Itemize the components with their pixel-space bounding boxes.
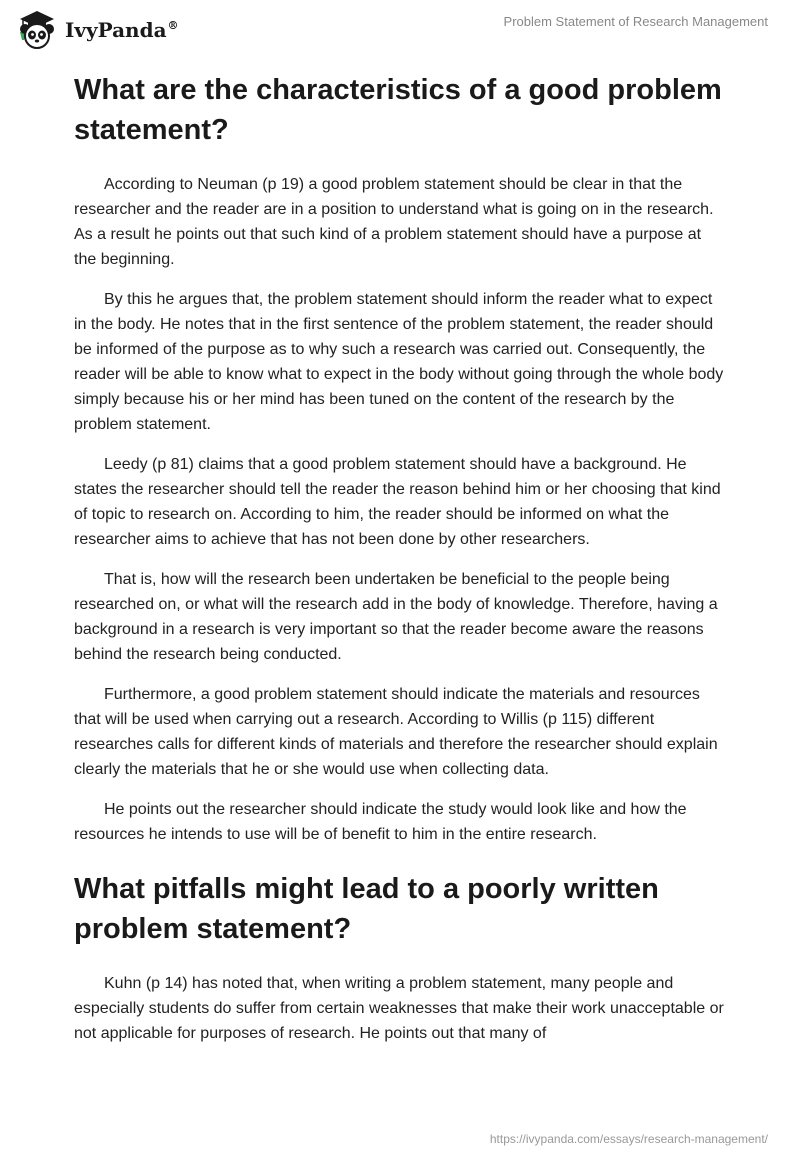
panda-graduate-icon (14, 8, 60, 52)
paragraph: By this he argues that, the problem statement should inform the reader what to expect in the body. He notes that in the first sentence of the problem statement, the reader should be informed of the purpose as to why such a research was carried out. Consequently, the reader will be able to know what to expect in the body without going through the whole body simply because his or her mind has been tuned on the content of the research by the problem statement. (74, 291, 724, 433)
essay-content (74, 70, 724, 1061)
logo-text: IvyPanda (65, 18, 167, 42)
section-heading: What pitfalls might lead to a poorly written problem statement? (74, 873, 659, 945)
paragraph: He points out the researcher should indicate the study would look like and how the resources he intends to use will be of benefit to him in the entire research. (74, 801, 687, 843)
registered-mark: ® (167, 19, 179, 33)
paragraph: Kuhn (p 14) has noted that, when writing a problem statement, many people and especially students do suffer from certain weaknesses that make their work unacceptable or not applicable for purposes of research. He points out that many of (74, 975, 724, 1042)
paragraph: Furthermore, a good problem statement should indicate the materials and resources that will be used when carrying out a research. According to Willis (p 115) different researches calls for different kinds of materials and therefore the researcher should explain clearly the materials that he or she would use when collecting data. (74, 686, 718, 778)
document-title: Problem Statement of Research Management (503, 14, 768, 29)
paragraph: That is, how will the research been undertaken be beneficial to the people being researched on, or what will the research add in the body of knowledge. Therefore, having a background in a research is very important so that the reader become aware the reasons behind the research being conducted. (74, 571, 718, 663)
ivypanda-logo[interactable] (14, 8, 179, 52)
paragraph: Leedy (p 81) claims that a good problem statement should have a background. He states the researcher should tell the reader the reason behind him or her choosing that kind of topic to research on. According to him, the reader should be informed on what the researcher aims to achieve that has not been done by other researchers. (74, 456, 721, 548)
logo-wordmark (65, 18, 179, 42)
section-heading: What are the characteristics of a good problem statement? (74, 74, 722, 146)
paragraph: According to Neuman (p 19) a good problem statement should be clear in that the researcher and the reader are in a position to understand what is going on in the research. As a result he points out that such kind of a problem statement should have a purpose at the beginning. (74, 176, 714, 268)
page-header (0, 0, 800, 60)
source-url[interactable]: https://ivypanda.com/essays/research-management/ (489, 1132, 768, 1146)
